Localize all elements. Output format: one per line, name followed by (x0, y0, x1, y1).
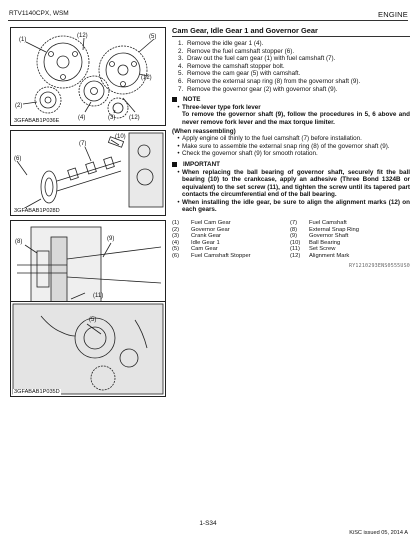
legend-item: (2) Governor Gear (172, 226, 230, 233)
step-item: 5. Remove the cam gear (5) with camshaft. (178, 70, 301, 78)
figure-gear-train (10, 27, 166, 126)
parts-legend (172, 220, 410, 260)
step-item: 3. Draw out the fuel cam gear (1) with fuel camshaft (7). (178, 55, 336, 63)
legend-item: (1) Fuel Cam Gear (172, 220, 231, 227)
note-heading: NOTE (172, 96, 410, 104)
important-item: • When replacing the ball bearing of governor shaft, securely fit the ball bearing (10) to the crankcase, apply an adhesive (Three Bond 1324B or equivalent) to the set screw (11), and tighten the screw until its tapered part contacts the circumferential end of the ball bearing. (177, 168, 410, 199)
callout-idle-gear: (4) (78, 115, 86, 121)
step-item: 1. Remove the idle gear 1 (4). (178, 40, 264, 47)
reassembling-item: • Apply engine oil thinly to the fuel camshaft (7) before installation. (177, 135, 362, 143)
callout-external-snap-ring: (8) (15, 239, 23, 245)
manual-model: RTV1140CPX, WSM (9, 10, 69, 17)
legend-item: (12) Alignment Mark (290, 253, 350, 260)
legend-item: (4) Idle Gear 1 (172, 239, 220, 246)
removal-steps (178, 40, 410, 93)
cam-gear-removal-illustration (11, 302, 165, 396)
step-item: 4. Remove the camshaft stopper bolt. (178, 62, 285, 70)
important-square-icon (172, 162, 177, 167)
legend-item: (7) Fuel Camshaft (290, 220, 347, 227)
step-item: 7. Remove the governor gear (2) with governor shaft (9). (178, 85, 338, 93)
issue-info: KiSC issued 05, 2014 A (349, 530, 408, 536)
section-title: ENGINE (378, 10, 408, 19)
reassembling-item: • Check the governor shaft (9) for smooth rotation. (177, 150, 318, 158)
callout-crank-gear: (3) (108, 115, 116, 121)
note-square-icon (172, 97, 177, 102)
header-rule (8, 20, 408, 21)
callout-cam-gear: (5) (149, 34, 157, 40)
callout-fuel-cam-gear: (1) (19, 37, 27, 43)
callout-cam-gear: (5) (89, 317, 97, 323)
callout-governor-shaft: (9) (107, 236, 115, 242)
reference-code: RY1210293ENS0555US0 (349, 262, 410, 269)
figure-caption: 3GFABAB1P028D (14, 208, 60, 214)
callout-alignment-mark-right: (12) (141, 75, 152, 81)
important-heading: IMPORTANT (172, 161, 410, 169)
legend-item: (6) Fuel Camshaft Stopper (172, 253, 251, 260)
reassembling-item: • Make sure to assemble the external snap ring (8) of the governor shaft (9). (177, 142, 390, 150)
legend-item: (3) Crank Gear (172, 233, 221, 240)
callout-fuel-camshaft-stopper: (6) (14, 156, 22, 162)
reassembling-heading: (When reassembling) (172, 127, 236, 135)
fuel-camshaft-illustration (11, 131, 165, 215)
figure-fuel-camshaft (10, 130, 166, 216)
step-item: 2. Remove the fuel camshaft stopper (6). (178, 47, 295, 55)
figure-cam-gear-removal (10, 301, 166, 397)
step-item: 6. Remove the external snap ring (8) from the governor shaft (9). (178, 77, 361, 85)
procedure-text (172, 26, 410, 270)
figure-caption: 3GFABAB1P036E (14, 118, 60, 124)
callout-governor-gear: (2) (15, 103, 23, 109)
callout-ball-bearing: (10) (115, 134, 126, 140)
callout-set-screw: (11) (93, 293, 104, 299)
important-item: • When installing the idle gear, be sure to align the alignment marks (12) on each gears. (177, 198, 410, 214)
figure-caption: 3GFABAB1P035D (14, 389, 60, 395)
legend-item: (10) Ball Bearing (290, 239, 341, 246)
procedure-title: Cam Gear, Idle Gear 1 and Governor Gear (172, 26, 410, 37)
callout-alignment-mark-top: (12) (77, 33, 88, 39)
page-number: 1-S34 (199, 520, 217, 527)
note-item: • Three-lever type fork lever To remove the governor shaft (9), follow the procedures in 5, 6 above and never remove fork lever and the max torque limiter. (177, 103, 410, 126)
callout-alignment-mark-bottom: (12) (129, 115, 140, 121)
legend-item: (11) Set Screw (290, 246, 336, 253)
legend-item: (5) Cam Gear (172, 246, 218, 253)
legend-item: (8) External Snap Ring (290, 226, 359, 233)
legend-item: (9) Governor Shaft (290, 233, 349, 240)
callout-fuel-camshaft: (7) (79, 141, 87, 147)
gear-train-illustration (11, 28, 165, 125)
